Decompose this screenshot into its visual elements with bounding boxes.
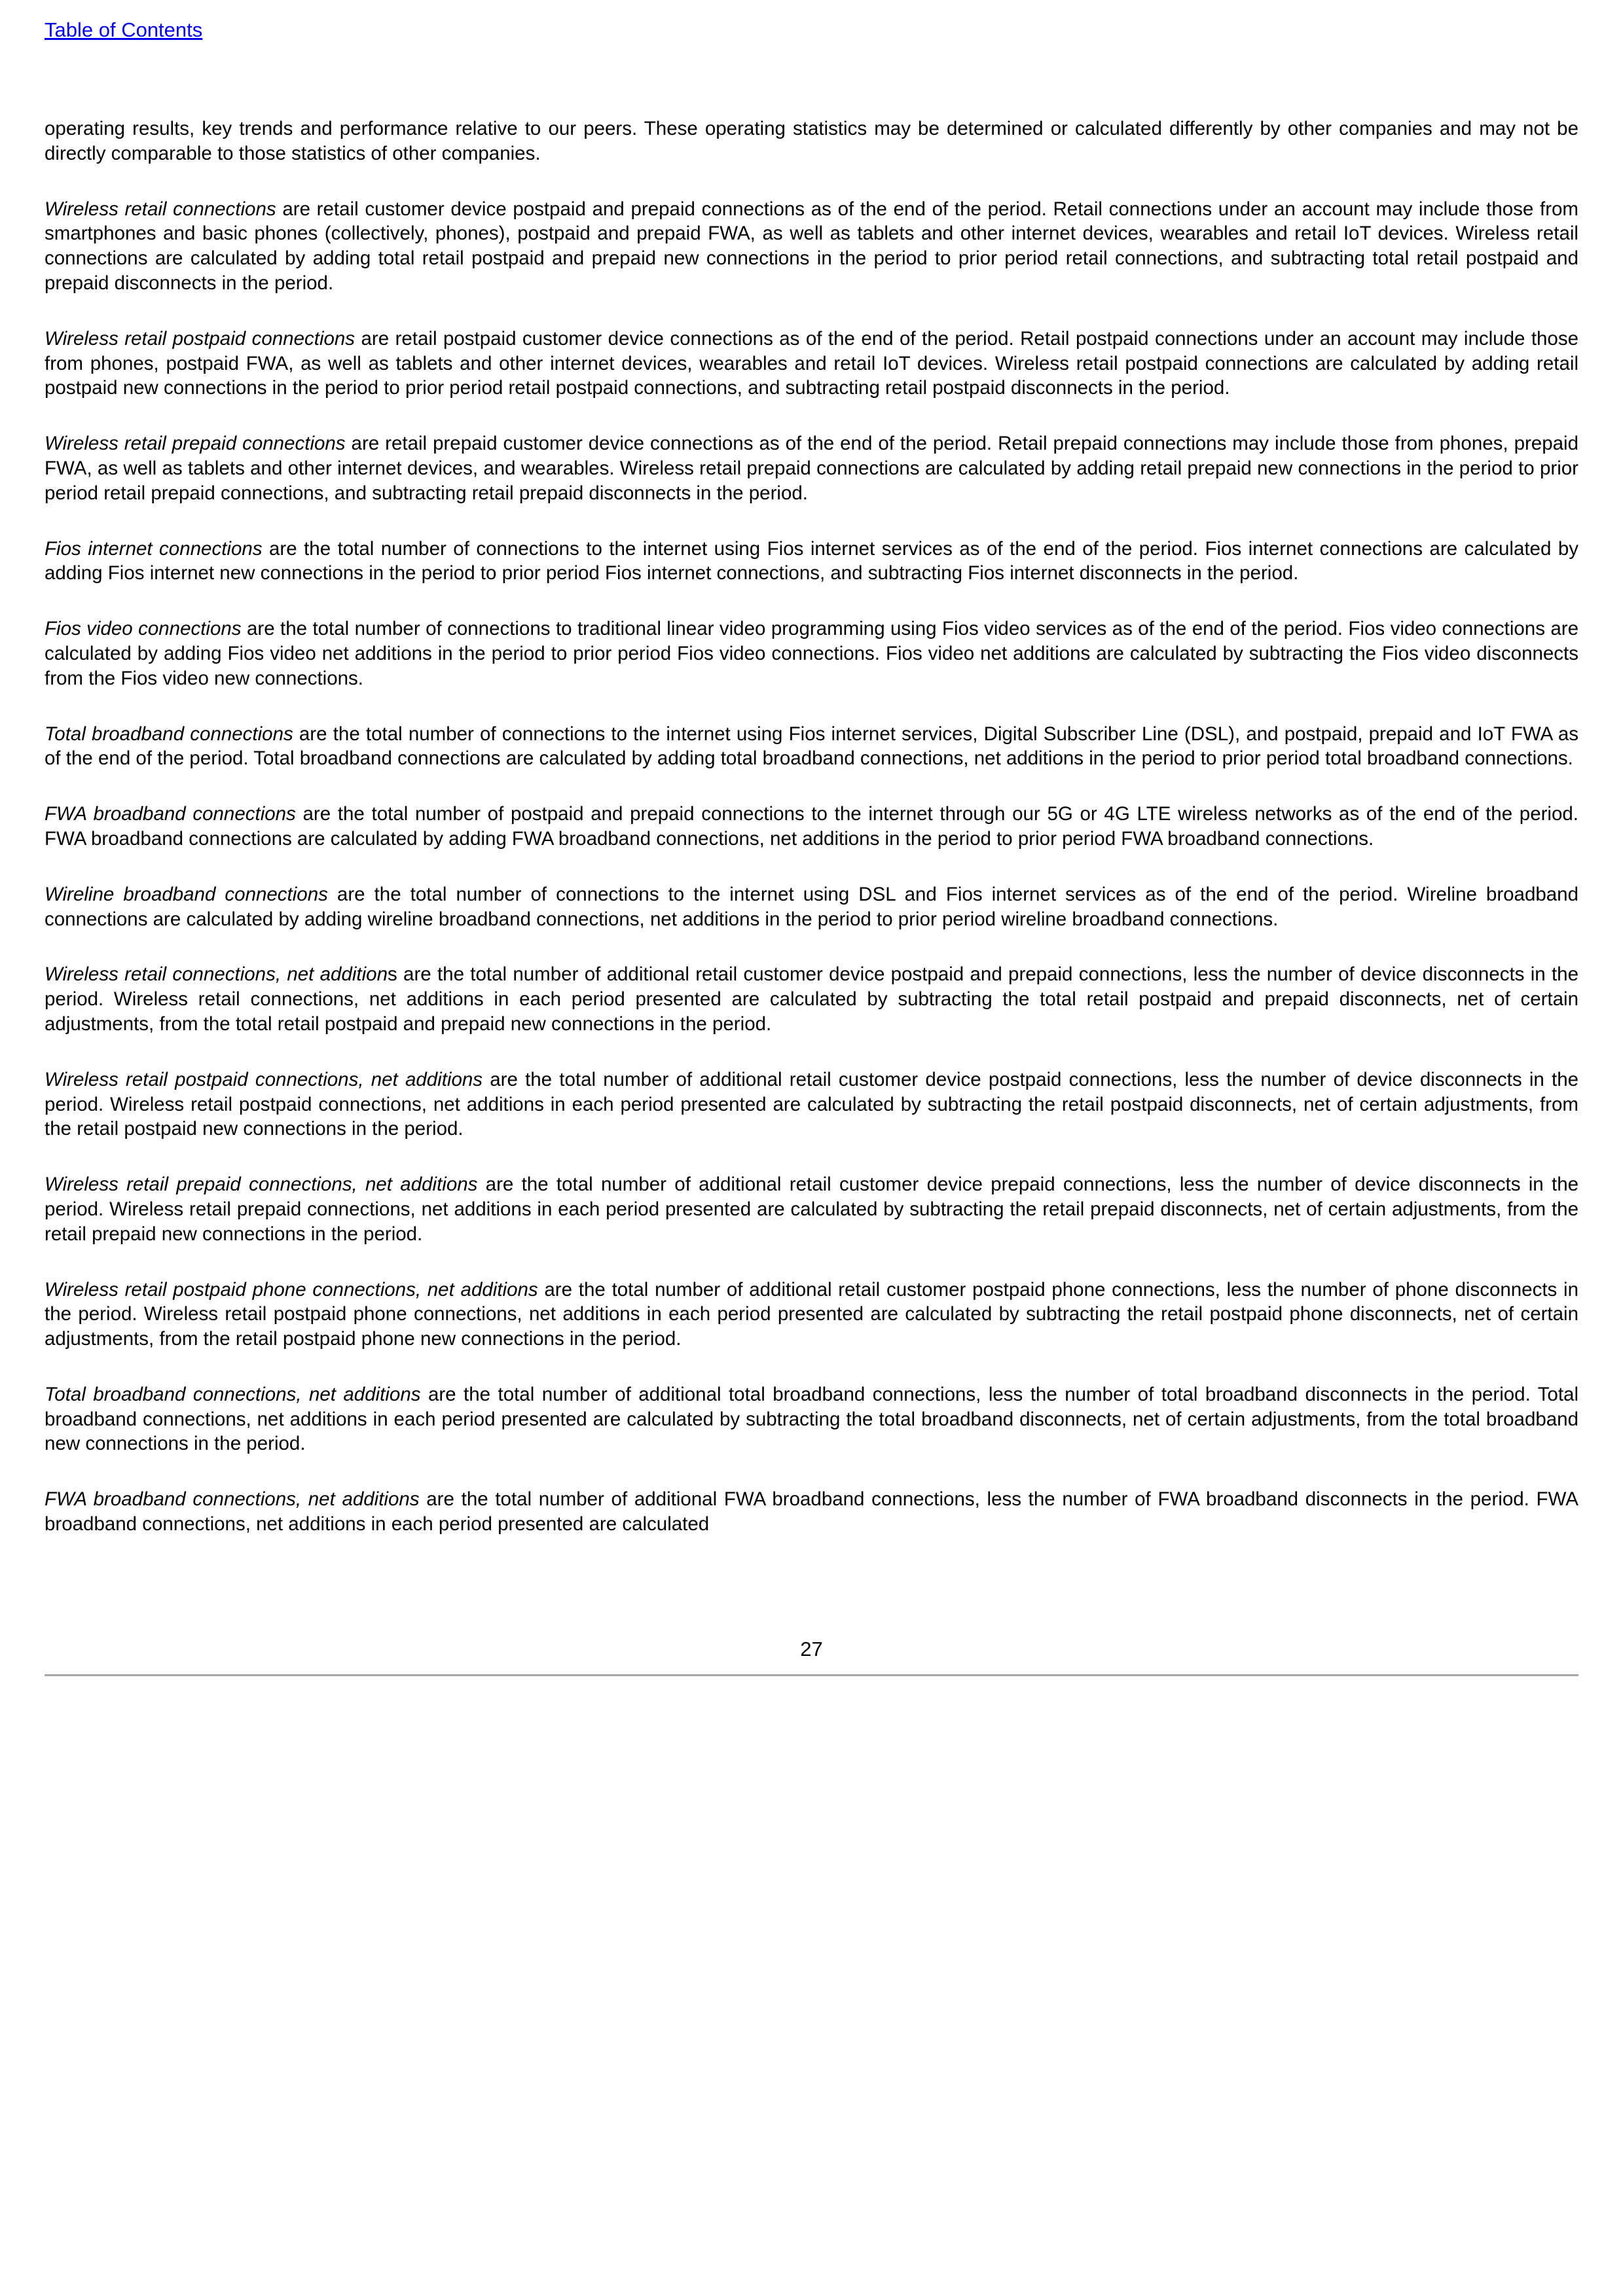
paragraph-fwa-broadband-net-additions [45, 1487, 1578, 1537]
paragraph-wireless-retail-connections [45, 197, 1578, 296]
paragraph-text: are the total number of connections to the internet using Fios internet services as of the end of the period. Fios internet connections are calculated by adding Fios internet new connections in the period to prior period Fios internet connections, and subtracting Fios internet disconnects in the period. [45, 537, 1578, 584]
defined-term: Wireless retail postpaid phone connections, net additions [45, 1278, 538, 1300]
paragraph-fios-internet-connections [45, 537, 1578, 586]
paragraph-total-broadband-net-additions [45, 1382, 1578, 1456]
paragraph-text: are retail prepaid customer device connections as of the end of the period. Retail prepaid connections may include those from phones, prepaid FWA, as well as tablets and other internet devices, and wearables. Wireless retail prepaid connections are calculated by adding retail prepaid new connections in the period to prior period retail prepaid connections, and subtracting retail prepaid disconnects in the period. [45, 433, 1578, 504]
defined-term: Total broadband connections [45, 723, 293, 745]
page-divider [45, 1674, 1578, 1676]
defined-term: Wireless retail prepaid connections [45, 433, 346, 455]
paragraph-fios-video-connections [45, 617, 1578, 691]
defined-term: Total broadband connections, net additions [45, 1383, 421, 1405]
paragraph-text: operating results, key trends and performance relative to our peers. These operating statistics may be determined or calculated differently by other companies and may not be directly comparable to those statistics of other companies. [45, 118, 1578, 164]
defined-term: Fios internet connections [45, 537, 263, 560]
defined-term: Wireless retail postpaid connections, net additions [45, 1068, 483, 1090]
paragraph-operating-statistics [45, 117, 1578, 166]
paragraph-text: are the total number of additional total broadband connections, less the number of total broadband disconnects in the period. Total broadband connections, net additions in each period presented are calculated by subtracting the total broadband disconnects, net of certain adjustments, from the total broadband new connections in the period. [45, 1383, 1578, 1455]
paragraph-wireless-retail-connections-net-additions [45, 962, 1578, 1036]
defined-term: FWA broadband connections [45, 803, 296, 825]
table-of-contents-link[interactable]: Table of Contents [45, 18, 203, 41]
paragraph-text: are the total number of connections to traditional linear video programming using Fios video services as of the end of the period. Fios video connections are calculated by adding Fios video net additions in the period to prior period Fios video connections. Fios video net additions are calculated by subtracting the Fios video disconnects from the Fios video new connections. [45, 618, 1579, 689]
paragraph-text: are the total number of additional retail customer device prepaid connections, less the number of device disconnects in the period. Wireless retail prepaid connections, net additions in each period presented are calculated by subtracting the retail prepaid disconnects, net of certain adjustments, from the retail prepaid new connections in the period. [45, 1174, 1579, 1245]
paragraph-text: are retail postpaid customer device connections as of the end of the period. Retail postpaid connections under an account may include those from phones, postpaid FWA, as well as tablets and other internet devices, wearables and retail IoT devices. Wireless retail postpaid connections are calculated by adding retail postpaid new connections in the period to prior period retail postpaid connections, and subtracting retail postpaid disconnects in the period. [45, 327, 1578, 399]
paragraph-wireless-retail-postpaid-connections [45, 327, 1578, 401]
paragraph-text: are the total number of additional FWA broadband connections, less the number of FWA broadband disconnects in the period. FWA broadband connections, net additions in each period presented are calculated [45, 1488, 1578, 1535]
paragraph-text: are the total number of connections to the internet using DSL and Fios internet services as of the end of the period. Wireline broadband connections are calculated by adding wireline broadband connections, net additions in the period to prior period wireline broadband connections. [45, 883, 1578, 930]
paragraph-text: are retail customer device postpaid and prepaid connections as of the end of the period. Retail connections under an account may include those from smartphones and basic phones (collectively, phones), postpaid and prepaid FWA, as well as tablets and other internet devices, wearables and retail IoT devices. Wireless retail connections are calculated by adding total retail postpaid and prepaid new connections in the period to prior period retail connections, and subtracting total retail postpaid and prepaid disconnects in the period. [45, 198, 1578, 294]
paragraph-wireless-retail-prepaid-connections [45, 431, 1578, 505]
body-text [45, 117, 1578, 1568]
paragraph-text: are the total number of additional retail customer postpaid phone connections, less the number of phone disconnects in the period. Wireless retail postpaid phone connections, net additions in each period presented are calculated by subtracting the retail postpaid phone disconnects, net of certain adjustments, from the retail postpaid phone new connections in the period. [45, 1278, 1578, 1350]
defined-term: FWA broadband connections, net additions [45, 1488, 420, 1511]
defined-term: Wireless retail prepaid connections, net additions [45, 1174, 478, 1196]
defined-term: Wireless retail connections, net addition [45, 963, 388, 986]
paragraph-text: are the total number of connections to the internet using Fios internet services, Digital Subscriber Line (DSL), and postpaid, prepaid and IoT FWA as of the end of the period. Total broadband connections are calculated by adding total broadband connections, net additions in the period to prior period total broadband connections. [45, 723, 1578, 770]
defined-term: Wireless retail connections [45, 198, 276, 220]
defined-term: Wireless retail postpaid connections [45, 327, 356, 350]
paragraph-text: are the total number of additional retail customer device postpaid connections, less the number of device disconnects in the period. Wireless retail postpaid connections, net additions in each period presented are calculated by subtracting the retail postpaid disconnects, net of certain adjustments, from the retail postpaid new connections in the period. [45, 1068, 1579, 1140]
defined-term: Wireline broadband connections [45, 883, 328, 905]
paragraph-wireless-retail-postpaid-phone-net-additions [45, 1278, 1578, 1352]
paragraph-wireline-broadband-connections [45, 882, 1578, 932]
paragraph-total-broadband-connections [45, 722, 1578, 772]
paragraph-fwa-broadband-connections [45, 802, 1578, 852]
paragraph-wireless-retail-prepaid-net-additions [45, 1172, 1578, 1246]
page-number: 27 [800, 1638, 823, 1660]
paragraph-wireless-retail-postpaid-net-additions [45, 1067, 1578, 1141]
paragraph-text: are the total number of postpaid and prepaid connections to the internet through our 5G or 4G LTE wireless networks as of the end of the period. FWA broadband connections are calculated by adding FWA broadband connections, net additions in the period to prior period FWA broadband connections. [45, 803, 1578, 850]
defined-term: Fios video connections [45, 618, 242, 640]
paragraph-text: s are the total number of additional retail customer device postpaid and prepaid connections, less the number of device disconnects in the period. Wireless retail connections, net additions in each period presented are calculated by subtracting the total retail postpaid and prepaid disconnects, net of certain adjustments, from the total retail postpaid and prepaid new connections in the period. [45, 963, 1578, 1035]
